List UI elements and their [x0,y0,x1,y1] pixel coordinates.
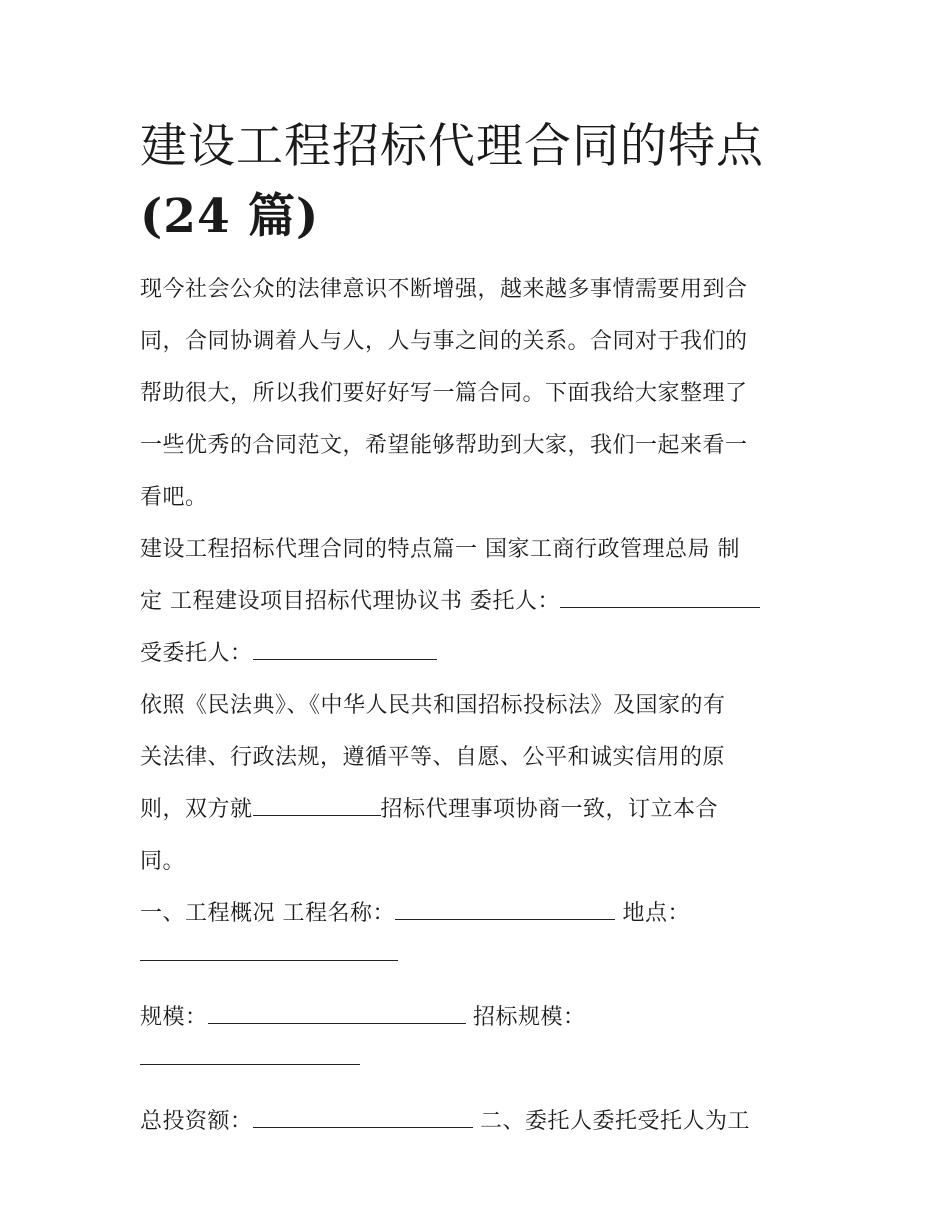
investment-label: 总投资额： [140,1109,253,1134]
tender-scale-label: 招标规模： [465,1005,586,1030]
scale-blank [208,1001,466,1024]
basis-line: 同。 [140,849,186,874]
basis-line: 关法律、行政法规，遵循平等、自愿、公平和诚实信用的原 [140,745,726,770]
scale-paragraph [140,992,820,1044]
agent-blank [253,637,437,660]
intro-line: 帮助很大，所以我们要好好写一篇合同。下面我给大家整理了 [140,381,748,406]
title-main: 建设工程招标代理合同的特点 [140,119,764,174]
basis-line: 依照《民法典》、《中华人民共和国招标投标法》及国家的有 [140,693,726,718]
tender-scale-blank-line [140,1044,820,1082]
basis-line: 招标代理事项协商一致，订立本合 [380,797,719,822]
title-count: (24 篇) [140,189,320,244]
client-blank [560,585,760,608]
intro-paragraph [140,264,820,524]
tender-scale-blank [140,1044,360,1065]
scale-label: 规模： [140,1005,208,1030]
project-name-blank [395,897,615,920]
project-name-label: 一、工程概况 工程名称： [140,901,395,926]
investment-blank [253,1105,473,1128]
location-label: 地点： [615,901,690,926]
intro-line: 现今社会公众的法律意识不断增强，越来越多事情需要用到合 [140,277,748,302]
intro-line: 同，合同协调着人与人，人与事之间的关系。合同对于我们的 [140,329,748,354]
basis-line: 则，双方就 [140,797,253,822]
investment-paragraph [140,1096,820,1148]
commission-text: 二、委托人委托受托人为工 [472,1109,751,1134]
intro-line: 一些优秀的合同范文，希望能够帮助到大家，我们一起来看一 [140,433,748,458]
project-overview-paragraph [140,888,820,940]
location-blank-line [140,940,820,978]
section-one-paragraph [140,524,820,680]
project-blank [253,793,381,816]
document-title [140,112,820,252]
section-one-line: 建设工程招标代理合同的特点篇一 国家工商行政管理总局 制 [140,537,740,562]
section-one-line: 定 工程建设项目招标代理协议书 委托人： [140,589,560,614]
document-page [140,112,820,1148]
basis-paragraph [140,680,820,888]
section-one-line: 受委托人： [140,641,253,666]
intro-line: 看吧。 [140,485,208,510]
location-blank [140,940,398,961]
